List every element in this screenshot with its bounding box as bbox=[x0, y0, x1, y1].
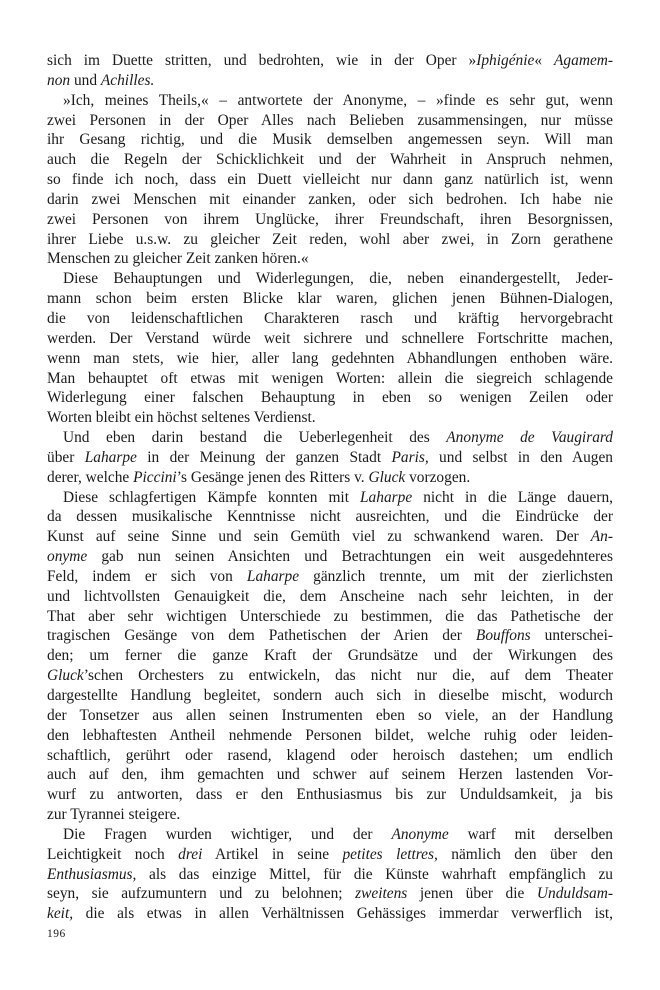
text-line: non und Achilles. bbox=[47, 71, 155, 89]
text-line: die von leidenschaftlichen Charakteren rasch und kräftig hervorgebracht bbox=[47, 309, 613, 327]
text-line: der Tonsetzer aus allen seinen Instrumenten eben so viele, an der Handlung bbox=[47, 706, 613, 724]
text-line: dargestellte Handlung begleitet, sondern auch sich in dieselbe mischt, wodurch bbox=[47, 687, 613, 704]
text-line: Widerlegung einer falschen Behauptung in eben so wenigen Zeilen oder bbox=[47, 389, 613, 407]
paragraph bbox=[47, 269, 613, 428]
text-line: keit, die als etwas in allen Verhältnissen Gehässiges immerdar verwerflich ist, bbox=[47, 905, 613, 923]
text-line: schaftlich, gerührt oder rasend, klagend oder heroisch dastehen; um endlich bbox=[47, 746, 613, 764]
paragraph bbox=[47, 488, 613, 825]
text-line: Man behauptet oft etwas mit wenigen Worten: allein die siegreich schlagende bbox=[47, 369, 613, 387]
text-line: Menschen zu gleicher Zeit zanken hören.« bbox=[47, 250, 309, 268]
text-line: onyme gab nun seinen Ansichten und Betrachtungen ein weit ausgedehnteres bbox=[47, 548, 613, 566]
text-line: Feld, indem er sich von Laharpe gänzlich trennte, um mit der zierlichsten bbox=[47, 567, 613, 585]
text-line: da dessen musikalische Kenntnisse nicht ausreichten, und die Eindrücke der bbox=[47, 508, 613, 526]
text-line: zwei Personen in der Oper Alles nach Belieben zusammensingen, nur müsse bbox=[47, 111, 613, 129]
text-line: wenn man stets, wie hier, aller lang gedehnten Abhandlungen enthoben wäre. bbox=[47, 349, 613, 367]
text-line: Enthusiasmus, als das einzige Mittel, für die Künste wahrhaft empfänglich zu bbox=[47, 865, 613, 883]
text-line: Diese Behauptungen und Widerlegungen, die, neben einandergestellt, Jeder- bbox=[63, 270, 613, 288]
text-line: ihrer Liebe u.s.w. zu gleicher Zeit reden, wohl aber zwei, in Zorn gerathene bbox=[47, 230, 613, 248]
text-line: sich im Duette stritten, und bedrohten, wie in der Oper »Iphigénie« Agamem- bbox=[47, 52, 613, 69]
paragraph bbox=[47, 91, 613, 270]
text-line: wurf zu antworten, dass er den Enthusiasmus bis zur Unduldsamkeit, ja bis bbox=[47, 786, 613, 804]
text-line: Und eben darin bestand die Ueberlegenheit des Anonyme de Vaugirard bbox=[63, 429, 613, 447]
text-line: Diese schlagfertigen Kämpfe konnten mit Laharpe nicht in die Länge dauern, bbox=[63, 488, 613, 506]
paragraph bbox=[47, 428, 613, 488]
text-line: und lichtvollsten Genauigkeit die, dem Anscheine nach sehr leichten, in der bbox=[47, 587, 613, 605]
text-line: ihr Gesang richtig, und die Musik demselben angemessen seyn. Will man bbox=[47, 131, 613, 149]
text-line: Leichtigkeit noch drei Artikel in seine petites lettres, nämlich den über den bbox=[47, 845, 613, 863]
text-line: »Ich, meines Theils,« – antwortete der Anonyme, – »finde es sehr gut, wenn bbox=[63, 91, 613, 109]
text-line: Worten bleibt ein höchst seltenes Verdienst. bbox=[47, 409, 316, 427]
text-line: den lebhaftesten Antheil nehmende Personen bildet, welche ruhig oder leiden- bbox=[47, 726, 613, 744]
text-line: auch die Regeln der Schicklichkeit und der Wahrheit in Anspruch nehmen, bbox=[47, 151, 613, 169]
paragraph bbox=[47, 825, 613, 924]
text-block bbox=[47, 51, 613, 924]
text-line: seyn, sie aufzumuntern und zu belohnen; zweitens jenen über die Unduldsam- bbox=[47, 885, 613, 903]
text-line: werden. Der Verstand würde weit sichrere und schnellere Fortschritte machen, bbox=[47, 329, 613, 347]
text-line: über Laharpe in der Meinung der ganzen Stadt Paris, und selbst in den Augen bbox=[47, 448, 613, 466]
text-line: darin zwei Menschen mit einander zanken, oder sich bedrohen. Ich habe nie bbox=[47, 190, 613, 208]
text-line: auch auf den, ihm gemachten und schwer auf seinem Herzen lastenden Vor- bbox=[47, 766, 613, 784]
text-line: zwei Personen von ihrem Unglücke, ihrer Freundschaft, ihren Besorgnissen, bbox=[47, 210, 613, 228]
text-line: derer, welche Piccini’s Gesänge jenen des Ritters v. Gluck vorzogen. bbox=[47, 468, 471, 486]
paragraph bbox=[47, 51, 613, 91]
text-line: Gluck’schen Orchesters zu entwickeln, das nicht nur die, auf dem Theater bbox=[47, 667, 613, 685]
text-line: zur Tyrannei steigere. bbox=[47, 806, 181, 824]
text-line: mann schon beim ersten Blicke klar waren, glichen jenen Bühnen-Dialogen, bbox=[47, 290, 613, 308]
page-number: 196 bbox=[47, 928, 66, 940]
text-line: Kunst auf seine Sinne und sein Gemüth viel zu schwankend waren. Der An- bbox=[47, 528, 613, 546]
text-line: so finde ich noch, dass ein Duett vielleicht nur dann ganz natürlich ist, wenn bbox=[47, 171, 613, 189]
text-line: tragischen Gesänge von dem Pathetischen der Arien der Bouffons unterschei- bbox=[47, 627, 613, 645]
text-line: den; um ferner die ganze Kraft der Grundsätze und der Wirkungen des bbox=[47, 647, 613, 665]
text-line: Die Fragen wurden wichtiger, und der Anonyme warf mit derselben bbox=[63, 825, 613, 843]
text-line: That aber sehr wichtigen Unterschiede zu bestimmen, die das Pathetische der bbox=[47, 607, 613, 625]
